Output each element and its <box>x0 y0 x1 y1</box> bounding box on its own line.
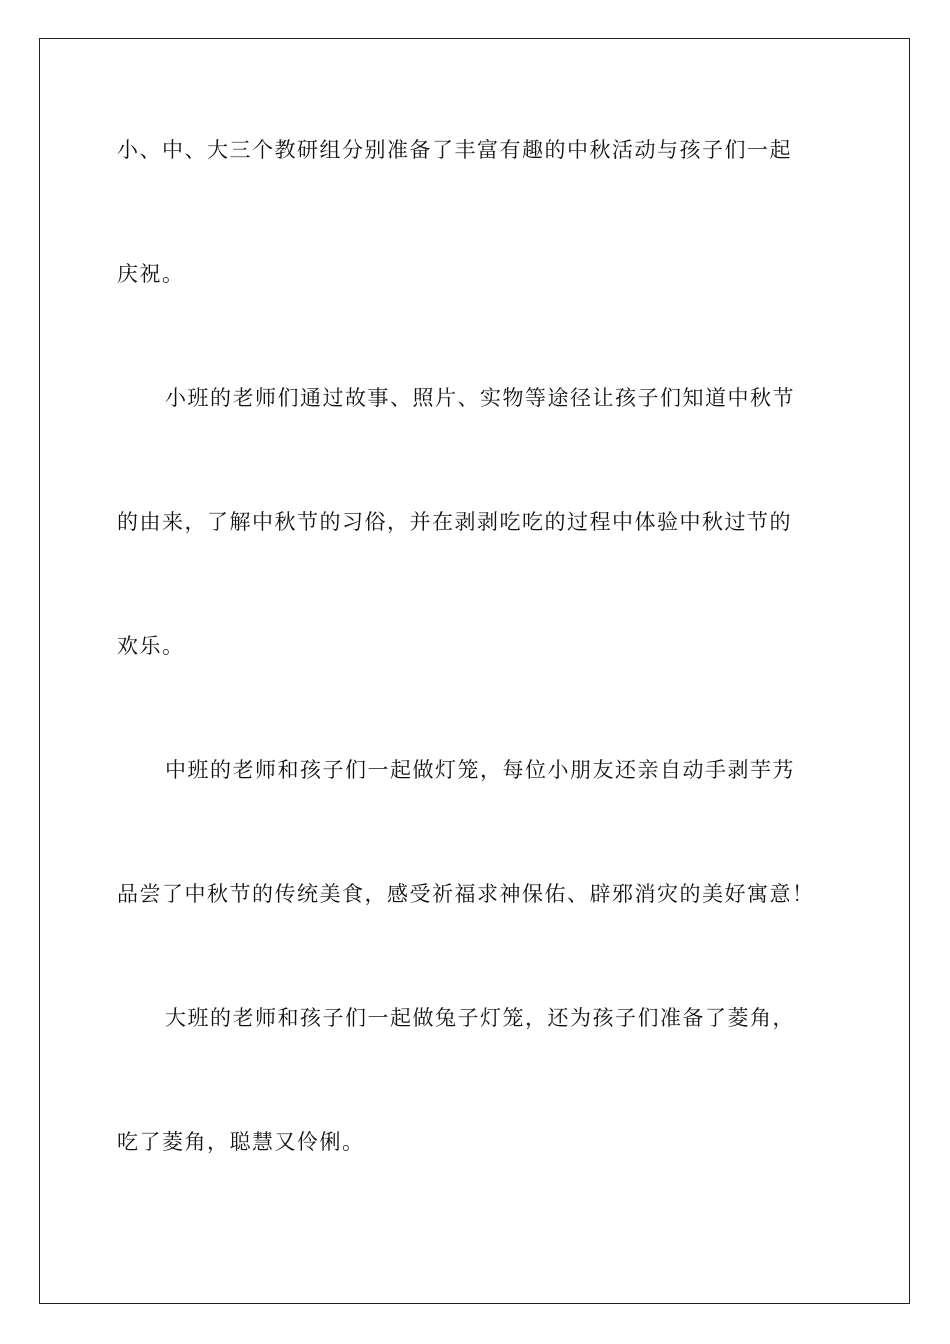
paragraph-line: 欢乐。 <box>117 634 185 658</box>
paragraph-line: 的由来，了解中秋节的习俗，并在剥剥吃吃的过程中体验中秋过节的 <box>117 510 792 534</box>
paragraph-line: 小、中、大三个教研组分别准备了丰富有趣的中秋活动与孩子们一起 <box>117 138 792 162</box>
page-border <box>39 38 910 1304</box>
paragraph-line: 中班的老师和孩子们一起做灯笼，每位小朋友还亲自动手剥芋艿 <box>165 758 795 782</box>
paragraph-line: 小班的老师们通过故事、照片、实物等途径让孩子们知道中秋节 <box>165 386 795 410</box>
paragraph-line: 大班的老师和孩子们一起做兔子灯笼，还为孩子们准备了菱角， <box>165 1006 795 1030</box>
paragraph-line: 品尝了中秋节的传统美食，感受祈福求神保佑、辟邪消灾的美好寓意！ <box>117 882 815 906</box>
paragraph-line: 吃了菱角，聪慧又伶俐。 <box>117 1130 365 1154</box>
paragraph-line: 庆祝。 <box>117 262 185 286</box>
